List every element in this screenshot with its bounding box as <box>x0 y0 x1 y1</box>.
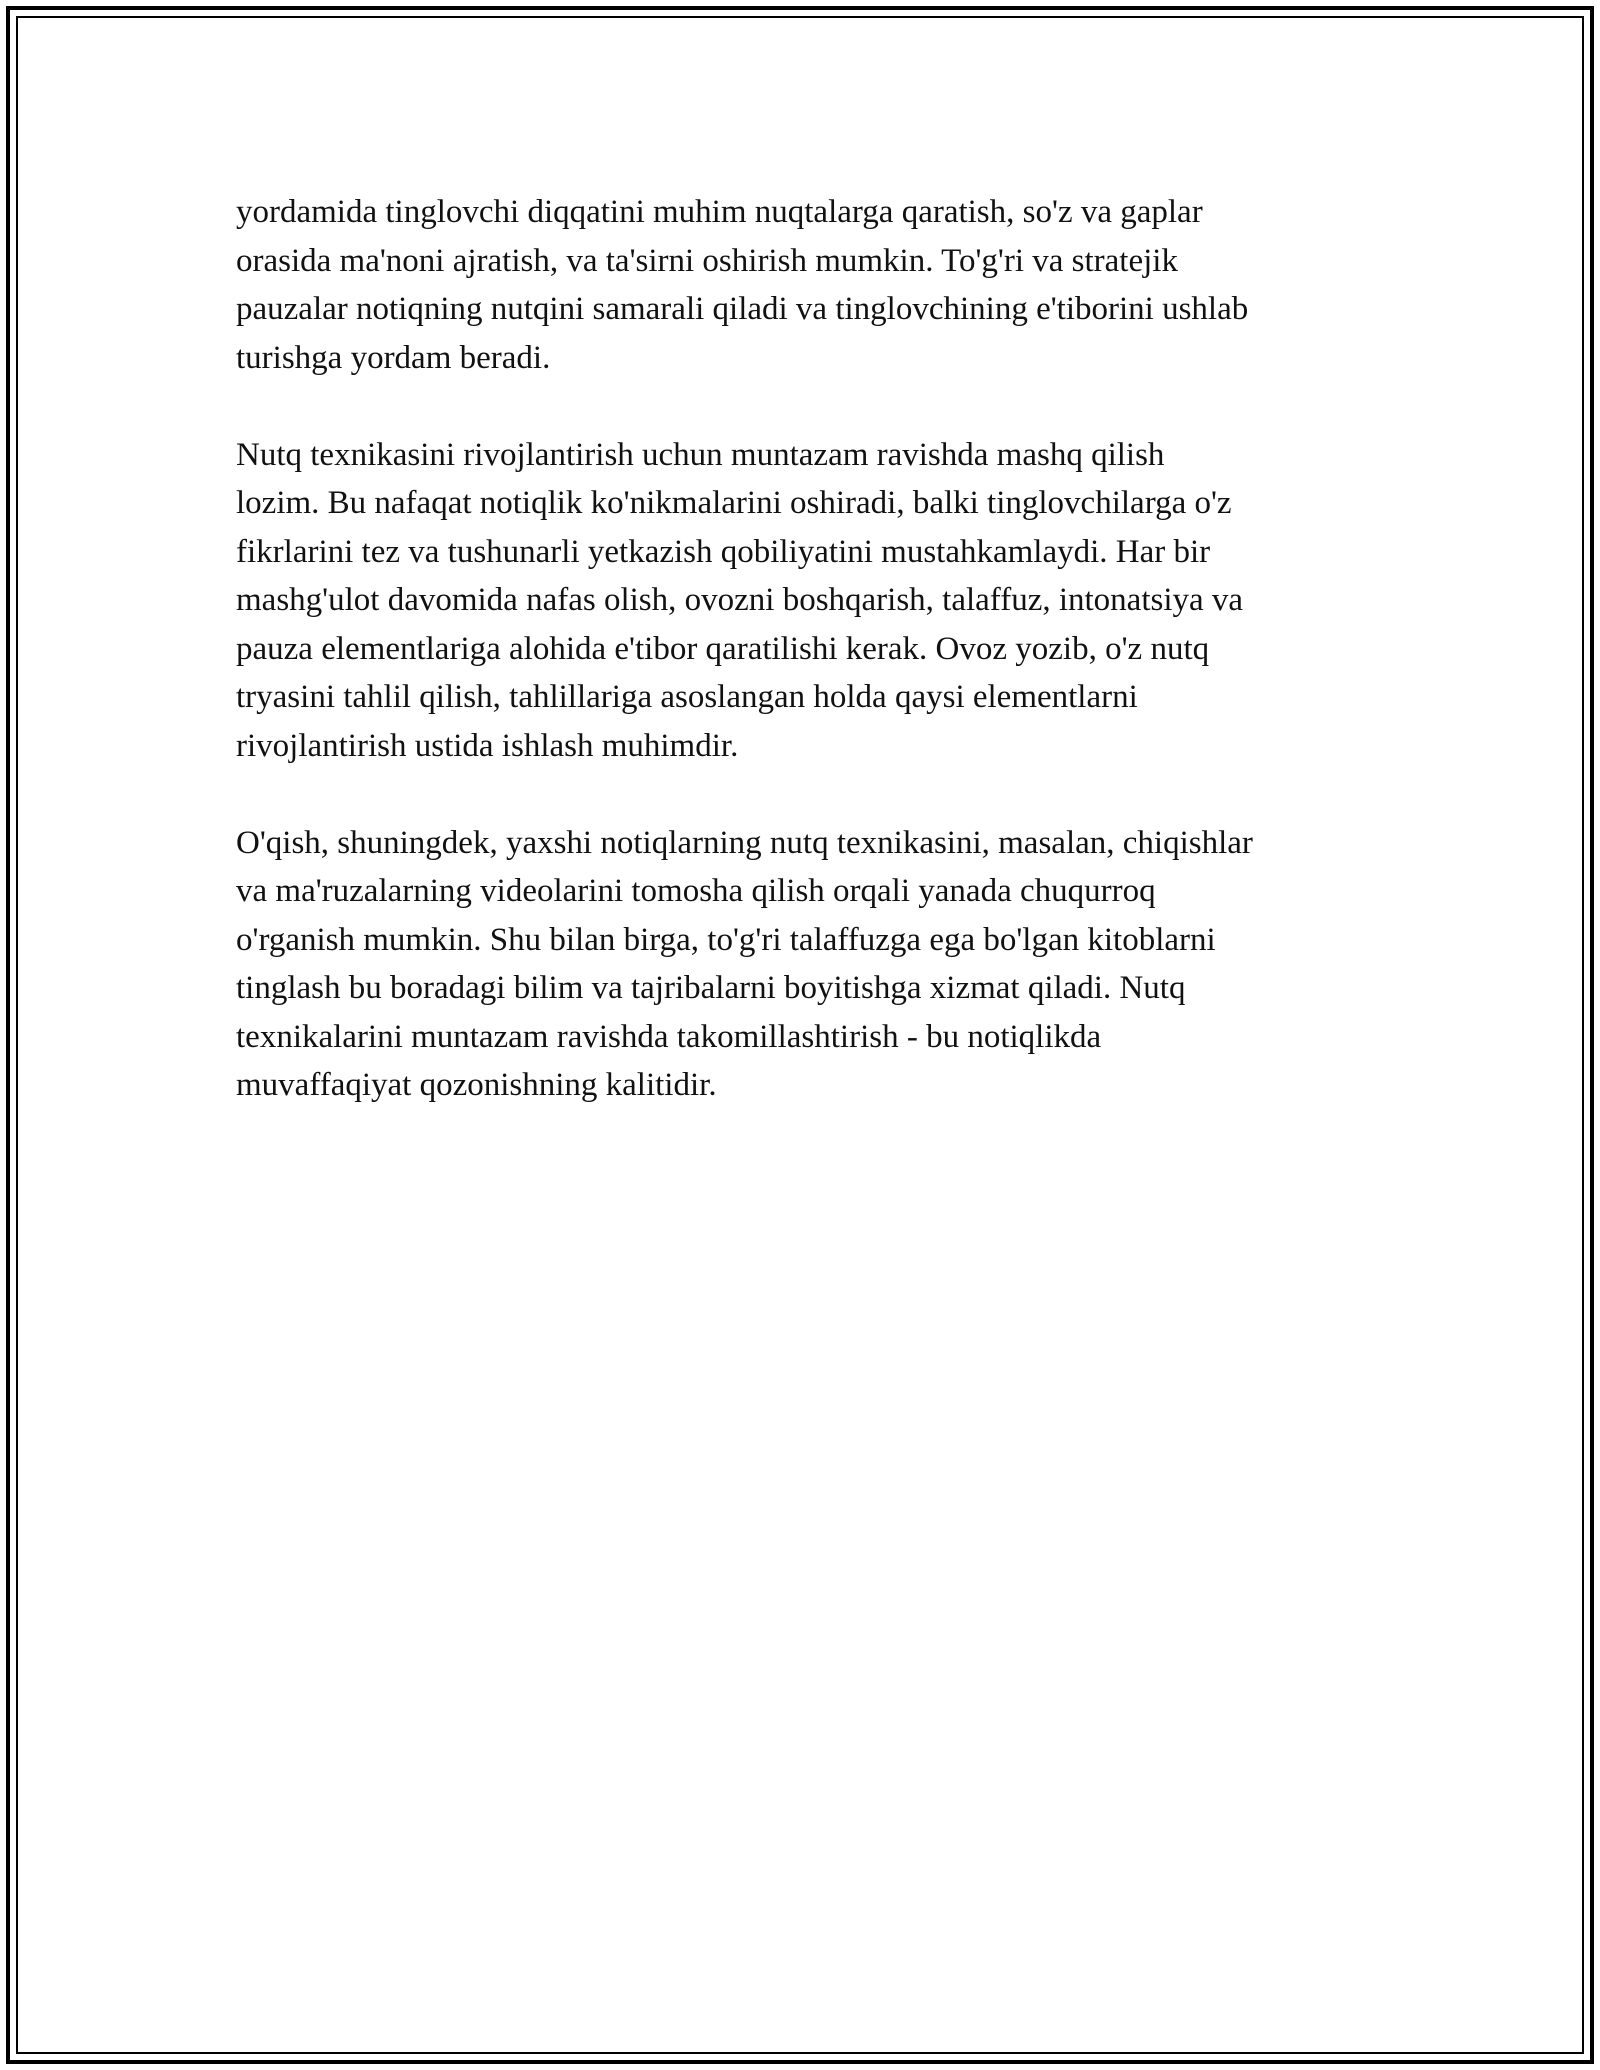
document-body <box>236 188 1376 1158</box>
paragraph-learning: O'qish, shuningdek, yaxshi notiqlarning nutq texnikasini, masalan, chiqishlar va ma'ruzalarning videolarini tomosha qilish orqali yanada chuqurroq o'rganish mumkin. Shu bilan birga, to'g'ri talaffuzga ega bo'lgan kitoblarni tinglash bu boradagi bilim va tajribalarni boyitishga xizmat qiladi. Nutq texnikalarini muntazam ravishda takomillashtirish - bu notiqlikda muvaffaqiyat qozonishning kalitidir. <box>236 824 1253 1103</box>
paragraph-pauses: yordamida tinglovchi diqqatini muhim nuqtalarga qaratish, so'z va gaplar orasida ma'noni ajratish, va ta'sirni oshirish mumkin. To'g'ri va stratejik pauzalar notiqning nutqini samarali qiladi va tinglovchining e'tiborini ushlab turishga yordam beradi. <box>236 194 1249 376</box>
paragraph-practice: Nutq texnikasini rivojlantirish uchun muntazam ravishda mashq qilish lozim. Bu nafaqat notiqlik ko'nikmalarini oshiradi, balki tinglovchilarga o'z fikrlarini tez va tushunarli yetkazish qobiliyatini mustahkamlaydi. Har bir mashg'ulot davomida nafas olish, ovozni boshqarish, talaffuz, intonatsiya va pauza elementlariga alohida e'tibor qaratilishi kerak. Ovoz yozib, o'z nutq tryasini tahlil qilish, tahlillariga asoslangan holda qaysi elementlarni rivojlantirish ustida ishlash muhimdir. <box>236 436 1244 764</box>
